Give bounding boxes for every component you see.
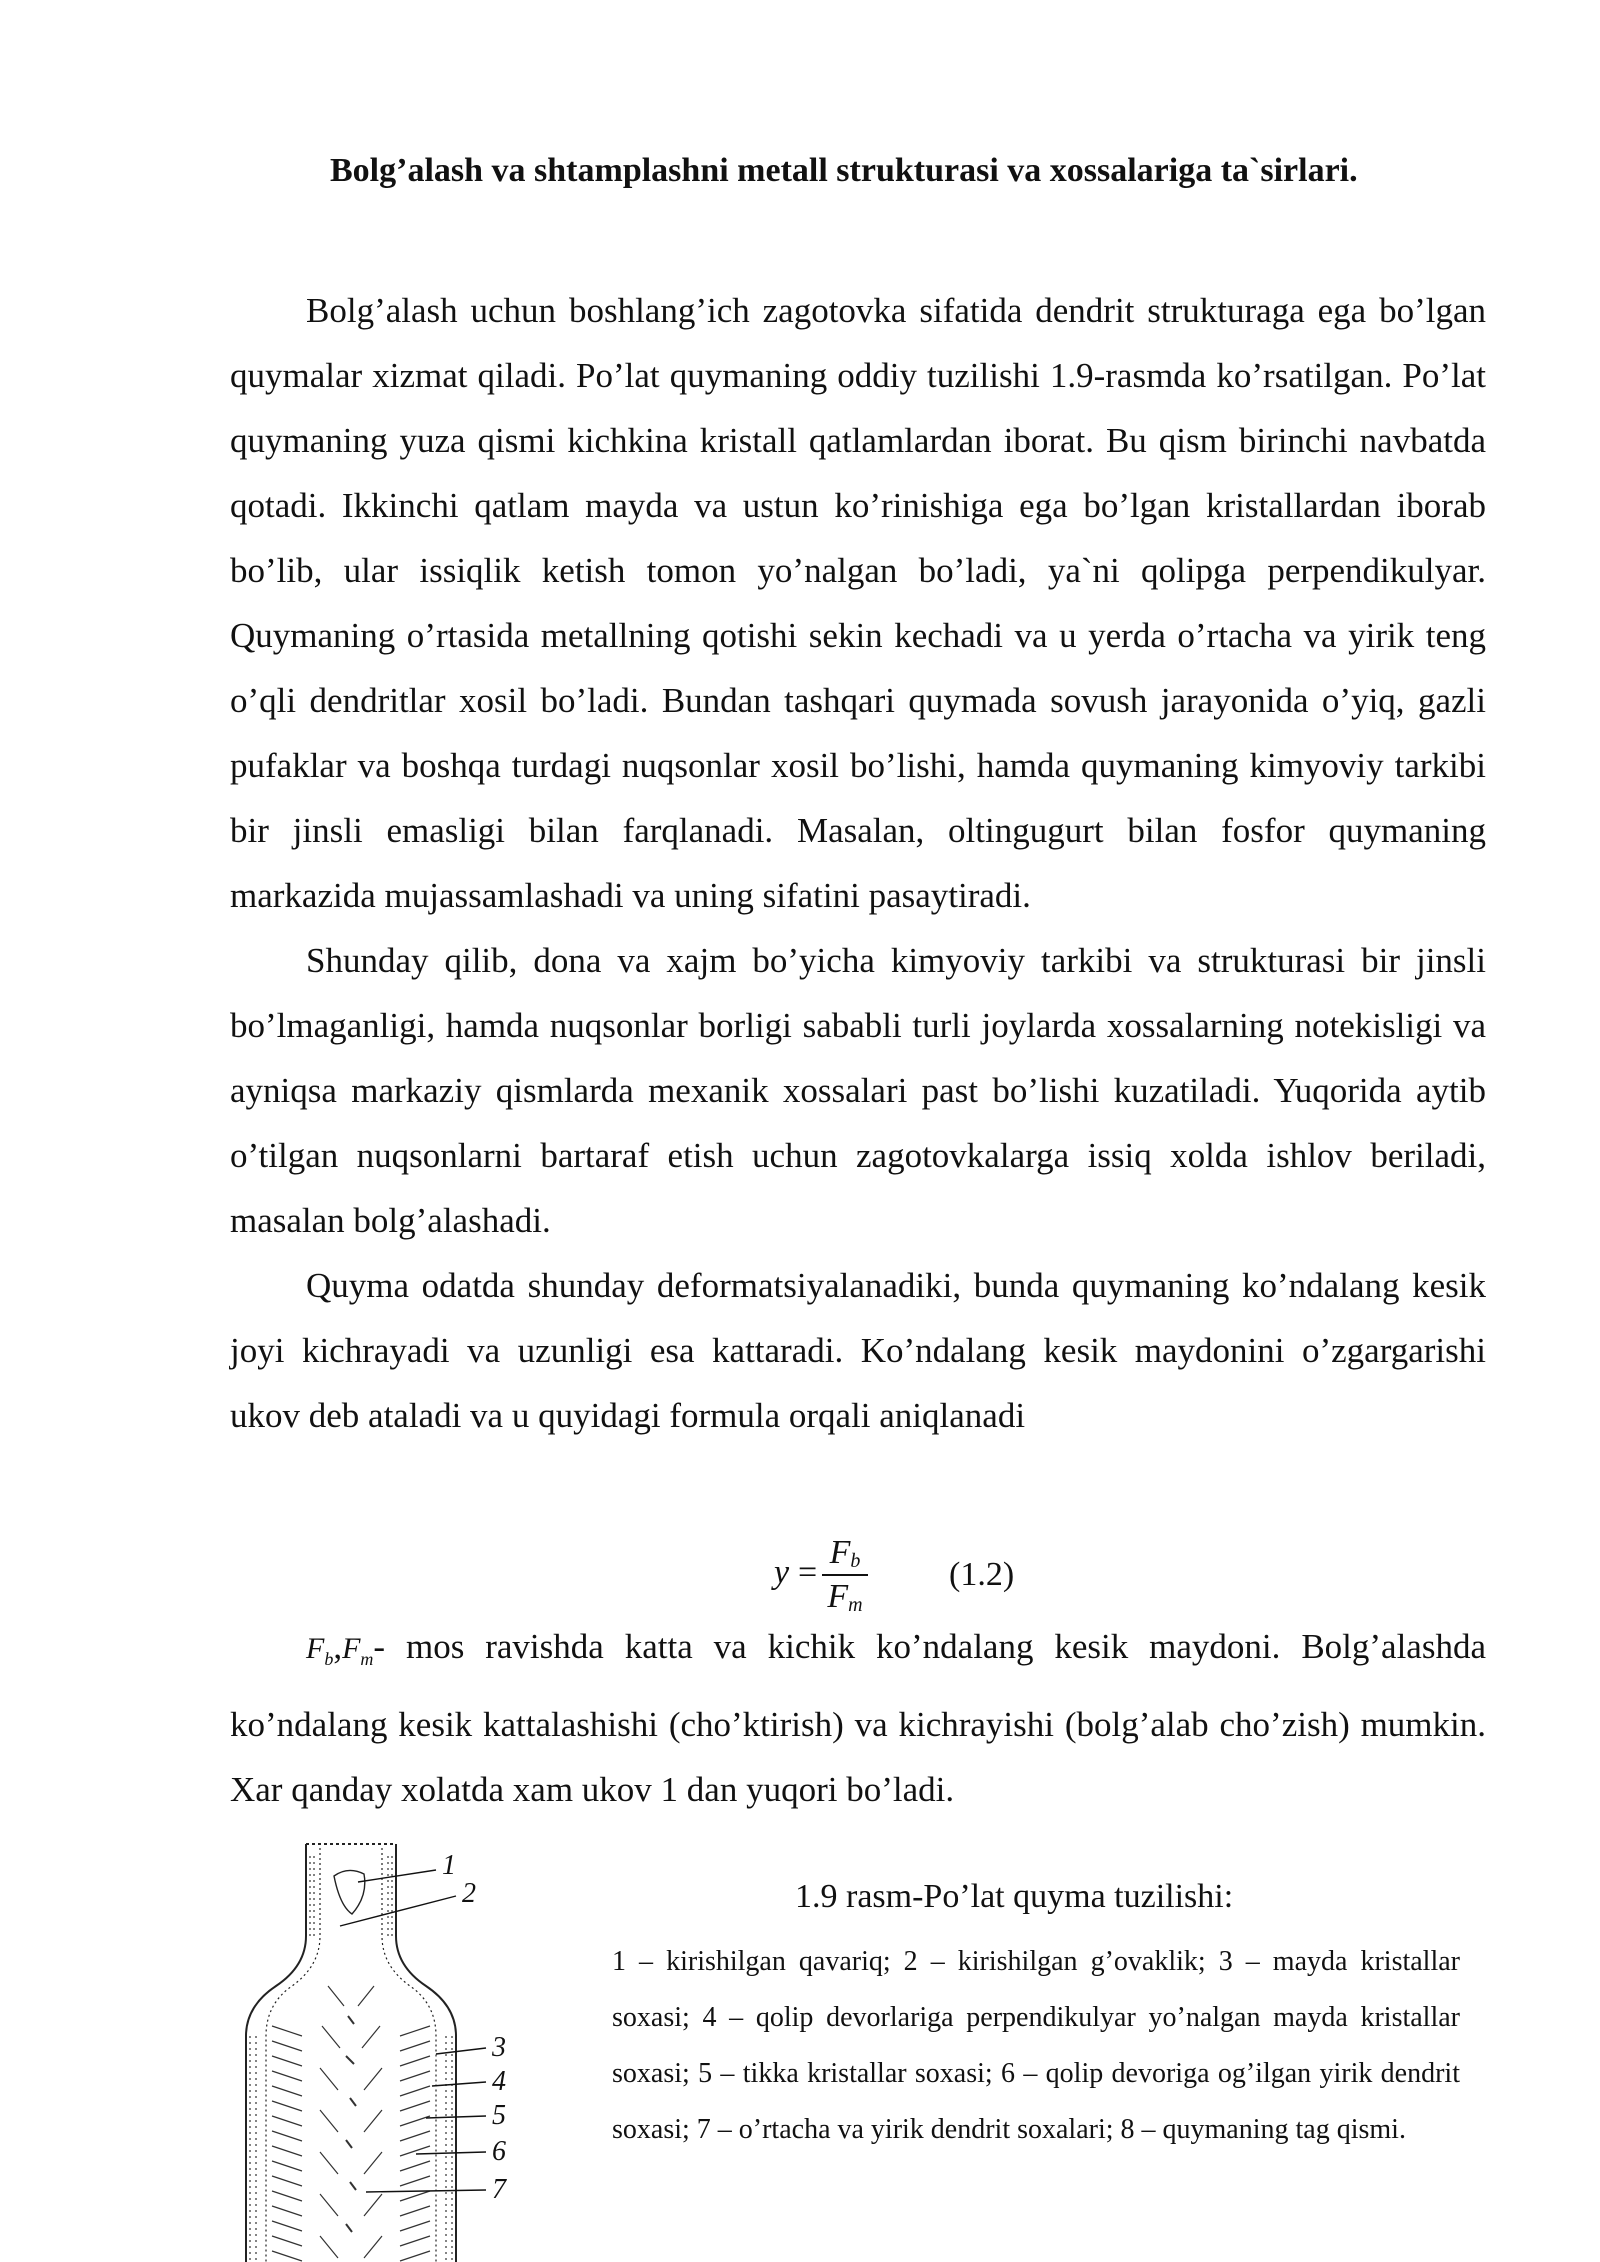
- leader-7: [366, 2190, 486, 2192]
- figure-caption-text: 1 – kirishilgan qavariq; 2 – kirishilgan g’ovaklik; 3 – mayda kristallar soxasi; 4 – qolip devorlariga perpendikulyar yo’nalgan mayda kristallar soxasi; 5 – tikka kristallar soxasi; 6 – qolip devoriga og’ilgan yirik dendrit soxasi; 7 – o’rtacha va yirik dendrit soxalari; 8 – quymaning tag qismi.: [612, 1946, 1460, 2145]
- leader-3: [436, 2048, 486, 2054]
- leader-5: [426, 2116, 486, 2118]
- figure-label-3: 3: [492, 2032, 506, 2063]
- leader-4: [432, 2082, 486, 2086]
- dendrite-zone-right: [400, 2026, 430, 2261]
- figure-caption-title: 1.9 rasm-Po’lat quyma tuzilishi:: [795, 1878, 1234, 1915]
- dendrite-zone-left: [272, 2026, 302, 2261]
- dendrite-zone-center: [320, 1986, 382, 2258]
- figure-label-6: 6: [492, 2136, 506, 2167]
- formula-lhs: y: [774, 1554, 790, 1591]
- neck-chill-zone: [310, 1856, 392, 1936]
- symbol-fm: $F_m$: [342, 1632, 374, 1669]
- page-title: Bolg’alash va shtamplashni metall strukturasi va xossalariga ta`sirlari.: [330, 152, 1358, 189]
- formula-1-2: [774, 1534, 1134, 1614]
- body-text: [230, 278, 1486, 1448]
- paragraph-4: $F_b,F_m-$ mos ravishda katta va kichik ko’ndalang kesik maydoni. Bolg’alashda ko’ndalang kesik kattalashishi (cho’ktirish) va kichrayishi (bolg’alab cho’zish) mumkin. Xar qanday xolatda xam ukov 1 dan yuqori bo’ladi.: [230, 1627, 1486, 1809]
- formula-denominator: $F_m$: [827, 1578, 863, 1616]
- shrinkage-cavity: [334, 1870, 365, 1914]
- figure-label-1: 1: [442, 1850, 456, 1881]
- formula-equals: =: [798, 1554, 818, 1591]
- formula-explanation: [230, 1614, 1486, 1822]
- formula-number: (1.2): [949, 1556, 1015, 1593]
- formula-fraction: [822, 1534, 868, 1616]
- equiaxed-core: [346, 2016, 356, 2232]
- figure-label-4: 4: [492, 2066, 506, 2097]
- figure-label-7: 7: [492, 2174, 506, 2205]
- figure-label-5: 5: [492, 2100, 506, 2131]
- leader-6: [416, 2152, 486, 2154]
- figure-label-2: 2: [462, 1878, 476, 1909]
- symbol-fb: $F_b$: [306, 1632, 334, 1669]
- ingot-inner-outline: [266, 1848, 436, 2262]
- formula-numerator: $F_b$: [829, 1534, 861, 1572]
- paragraph-1: Bolg’alash uchun boshlang’ich zagotovka sifatida dendrit strukturaga ega bo’lgan quymalar xizmat qiladi. Po’lat quymaning oddiy tuzilishi 1.9-rasmda ko’rsatilgan. Po’lat quymaning yuza qismi kichkina kristall qatlamlardan iborat. Bu qism birinchi navbatda qotadi. Ikkinchi qatlam mayda va ustun ko’rinishiga ega bo’lgan kristallardan iborab bo’lib, ular issiqlik ketish tomon yo’nalgan bo’ladi, ya`ni qolipga perpendikulyar. Quymaning o’rtasida metallning qotishi sekin kechadi va u yerda o’rtacha va yirik teng o’qli dendritlar xosil bo’ladi. Bundan tashqari quymada sovush jarayonida o’yiq, gazli pufaklar va boshqa turdagi nuqsonlar xosil bo’lishi, hamda quymaning kimyoviy tarkibi bir jinsli emasligi bilan farqlanadi. Masalan, oltingugurt bilan fosfor quymaning markazida mujassamlashadi va uning sifatini pasaytiradi.: [230, 291, 1486, 915]
- paragraph-2: Shunday qilib, dona va xajm bo’yicha kimyoviy tarkibi va strukturasi bir jinsli bo’lmaganligi, hamda nuqsonlar borligi sababli turli joylarda xossalarning notekisligi va ayniqsa markaziy qismlarda mexanik xossalari past bo’lishi kuzatiladi. Yuqorida aytib o’tilgan nuqsonlarni bartaraf etish uchun zagotovkalarga issiq xolda ishlov beriladi, masalan bolg’alashadi.: [230, 941, 1486, 1240]
- paragraph-4-text: - mos ravishda katta va kichik ko’ndalang kesik maydoni. Bolg’alashda ko’ndalang kesik kattalashishi (cho’ktirish) va kichrayishi (bolg’alab cho’zish) mumkin. Xar qanday xolatda xam ukov 1 dan yuqori bo’ladi.: [230, 1627, 1486, 1809]
- fraction-bar: [822, 1574, 868, 1576]
- paragraph-3: Quyma odatda shunday deformatsiyalanadiki, bunda quymaning ko’ndalang kesik joyi kichrayadi va uzunligi esa kattaradi. Ko’ndalang kesik maydonini o’zgargarishi ukov deb ataladi va u quyidagi formula orqali aniqlanadi: [230, 1266, 1486, 1435]
- ingot-outline: [246, 1844, 456, 2262]
- ingot-structure-figure: [236, 1836, 566, 2262]
- leader-2: [340, 1896, 456, 1926]
